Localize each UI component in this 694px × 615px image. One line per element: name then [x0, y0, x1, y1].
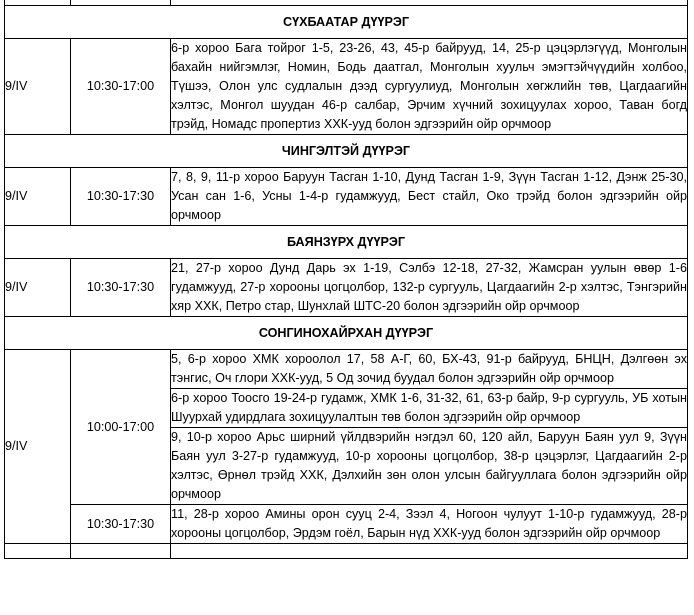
table-row — [5, 168, 688, 226]
area-description: 21, 27-р хороо Дунд Дарь эх 1-19, Сэлбэ 12-18, 27-32, Жамсран уулын өвөр 1-6 гудамжууд, 27-р хорооны цогцолбор, 132-р сургууль, Цагдаагийн 2-р хэлтэс, Тэнгэрийн хяр ХХК, Петро стар, Шунхлай ШТС-20 болон эдгээрийн ойр орчмоор — [171, 259, 688, 317]
district-header-row — [5, 6, 688, 39]
table-row — [5, 505, 688, 544]
time-cell: 10:30-17:30 — [71, 259, 171, 317]
district-header-row — [5, 317, 688, 350]
district-name-sukhbaatar: СҮХБААТАР ДҮҮРЭГ — [5, 6, 688, 39]
table-row — [5, 39, 688, 135]
date-cell: 9/IV — [5, 259, 71, 317]
time-cell: 10:30-17:00 — [71, 39, 171, 135]
district-name-songinokhairkhan: СОНГИНОХАЙРХАН ДҮҮРЭГ — [5, 317, 688, 350]
district-name-bayanzurkh: БАЯНЗҮРХ ДҮҮРЭГ — [5, 226, 688, 259]
outage-schedule-table — [4, 0, 688, 559]
time-cell: 10:00-17:00 — [71, 350, 171, 505]
date-cell: 9/IV — [5, 350, 71, 544]
table-bottom-stub-row — [5, 544, 688, 559]
area-description: 5, 6-р хороо ХМК хороолол 17, 58 А-Г, 60, БХ-43, 91-р байрууд, БНЦН, Дэлгөөн эх тэнгис, Оч глори ХХК-ууд, 5 Од зочид буудал болон эдгээрийн ойр орчмоор — [171, 350, 688, 389]
table-row — [5, 350, 688, 389]
date-cell: 9/IV — [5, 39, 71, 135]
area-description: 6-р хороо Бага тойрог 1-5, 23-26, 43, 45-р байрууд, 14, 25-р цэцэрлэгүүд, Монголын бахайн нийгэмлэг, Номин, Бодь даатгал, Монголын хуульч эмэгтэйчүүдийн холбоо, Түшээ, Олон улс судлалын дээд сургуулиуд, Монголын хөгжлийн төв, Цагдаагийн хэлтэс, Монгол шуудан 46-р салбар, Эрчим хүчний зохицуулах хороо, Таван богд трэйд, Номадс пропертиз ХХК-ууд болон эдгээрийн ойр орчмоор — [171, 39, 688, 135]
area-description: 7, 8, 9, 11-р хороо Баруун Тасган 1-10, Дунд Тасган 1-9, Зүүн Тасган 1-12, Дэнж 25-30, Усан сан 1-6, Усны 1-4-р гудамжууд, Бест стайл, Око трэйд болон эдгээрийн ойр орчмоор — [171, 168, 688, 226]
district-name-chingeltei: ЧИНГЭЛТЭЙ ДҮҮРЭГ — [5, 135, 688, 168]
district-header-row — [5, 226, 688, 259]
time-cell: 10:30-17:30 — [71, 168, 171, 226]
district-header-row — [5, 135, 688, 168]
area-description: 6-р хороо Тоосго 19-24-р гудамж, ХМК 1-6, 31-32, 61, 63-р байр, 9-р сургууль, УБ хотын Шуурхай удирдлага зохицуулалтын төв болон эдгээрийн ойр орчмоор — [171, 389, 688, 428]
area-description: 9, 10-р хороо Арьс ширний үйлдвэрийн нэгдэл 60, 120 айл, Баруун Баян уул 9, Зүүн Баян уул 3-27-р гудамжууд, 10-р хорооны цогцолбор, 38-р цэцэрлэг, Цагдаагийн 2-р хэлтэс, Өрнөл трэйд ХХК, Дэлхийн зөн олон улсын байгууллага болон эдгээрийн ойр орчмоор — [171, 428, 688, 505]
area-description: 11, 28-р хороо Амины орон сууц 2-4, Зээл 4, Ногоон чулуут 1-10-р гудамжууд, 28-р хорооны цогцолбор, Эрдэм гоёл, Барын нүд ХХК-ууд болон эдгээрийн ойр орчмоор — [171, 505, 688, 544]
time-cell: 10:30-17:30 — [71, 505, 171, 544]
table-row — [5, 259, 688, 317]
date-cell: 9/IV — [5, 168, 71, 226]
